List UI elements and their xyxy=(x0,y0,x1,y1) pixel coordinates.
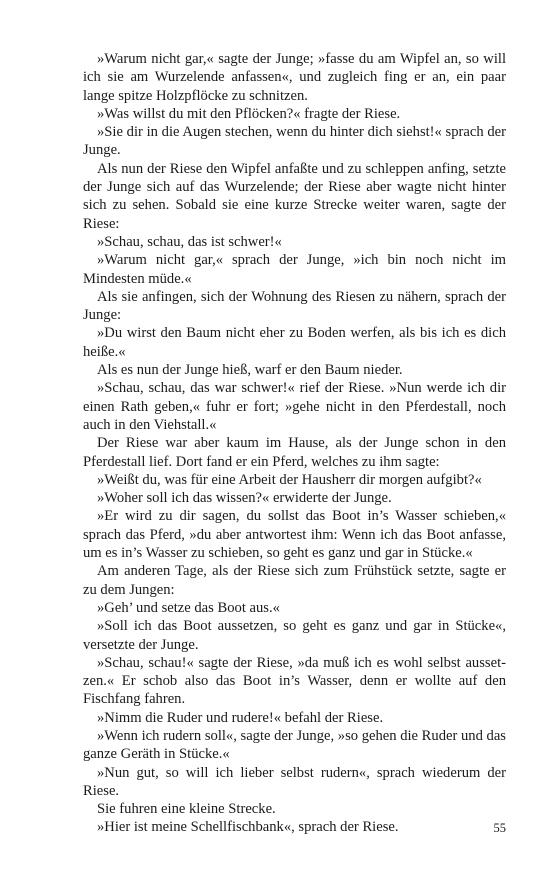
paragraph: »Er wird zu dir sagen, du sollst das Boot in’s Wasser schieben,« sprach das Pferd, »du aber antwortest ihm: Wenn ich das Boot anfasse, um es in’s Wasser zu schieben, so geht es ganz und gar in Stücke.« xyxy=(83,508,506,562)
paragraph: »Soll ich das Boot aussetzen, so geht es ganz und gar in Stücke«, versetzte der Junge. xyxy=(83,618,506,653)
paragraph: »Du wirst den Baum nicht eher zu Boden werfen, als bis ich es dich heiße.« xyxy=(83,325,506,360)
paragraph: »Schau, schau, das ist schwer!« xyxy=(97,233,282,250)
paragraph: »Warum nicht gar,« sagte der Junge; »fasse du am Wipfel an, so will ich sie am Wurzelende anfassen«, und zugleich fing er an, ein paar lange spitze Holzpflöcke zu schnitzen. xyxy=(83,51,506,104)
paragraph: Als nun der Riese den Wipfel anfaßte und zu schleppen anfing, setzte der Junge sich auf das Wurzelende; der Riese aber wagte nicht hinter sich zu sehen. Sobald sie eine kurze Strecke weiter waren, sagte der Riese: xyxy=(83,160,506,232)
paragraph: »Nun gut, so will ich lieber selbst rudern«, sprach wiederum der Riese. xyxy=(83,764,506,799)
paragraph: »Woher soll ich das wissen?« erwiderte der Junge. xyxy=(97,490,392,507)
paragraph: »Geh’ und setze das Boot aus.« xyxy=(97,599,280,616)
paragraph: Am anderen Tage, als der Riese sich zum Frühstück setzte, sagte er zu dem Jungen: xyxy=(83,563,506,598)
paragraph: »Sie dir in die Augen stechen, wenn du hinter dich siehst!« sprach der Junge. xyxy=(83,124,506,159)
paragraph: »Hier ist meine Schellfischbank«, sprach der Riese. xyxy=(97,819,399,836)
paragraph: Als es nun der Junge hieß, warf er den Baum nieder. xyxy=(97,362,403,379)
paragraph: »Weißt du, was für eine Arbeit der Hausherr dir morgen aufgibt?« xyxy=(97,471,482,488)
paragraph: »Warum nicht gar,« sprach der Junge, »ich bin noch nicht im Mindesten müde.« xyxy=(83,252,506,287)
paragraph: »Wenn ich rudern soll«, sagte der Junge, »so gehen die Ruder und das ganze Geräth in Stücke.« xyxy=(83,727,506,763)
paragraph: »Nimm die Ruder und rudere!« befahl der Riese. xyxy=(97,709,384,726)
body-text xyxy=(83,50,506,837)
paragraph: »Schau, schau, das war schwer!« rief der Riese. »Nun werde ich dir einen Rath geben,« fuhr er fort; »gehe nicht in den Pferdestall, noch auch in den Viehstall.« xyxy=(83,380,506,433)
page-number: 55 xyxy=(493,821,506,835)
paragraph: Sie fuhren eine kleine Strecke. xyxy=(97,801,276,818)
paragraph: »Was willst du mit den Pflöcken?« fragte der Riese. xyxy=(97,105,401,122)
paragraph: Als sie anfingen, sich der Wohnung des Riesen zu nähern, sprach der Junge: xyxy=(83,288,506,324)
paragraph: »Schau, schau!« sagte der Riese, »da muß ich es wohl selbst aussetzen.« Er schob also das Boot in’s Wasser, denn er wollte auf den Fischfang fahren. xyxy=(83,654,506,708)
paragraph: Der Riese war aber kaum im Hause, als der Junge schon in den Pferdestall lief. Dort fand er ein Pferd, welches zu ihm sagte: xyxy=(83,435,506,470)
